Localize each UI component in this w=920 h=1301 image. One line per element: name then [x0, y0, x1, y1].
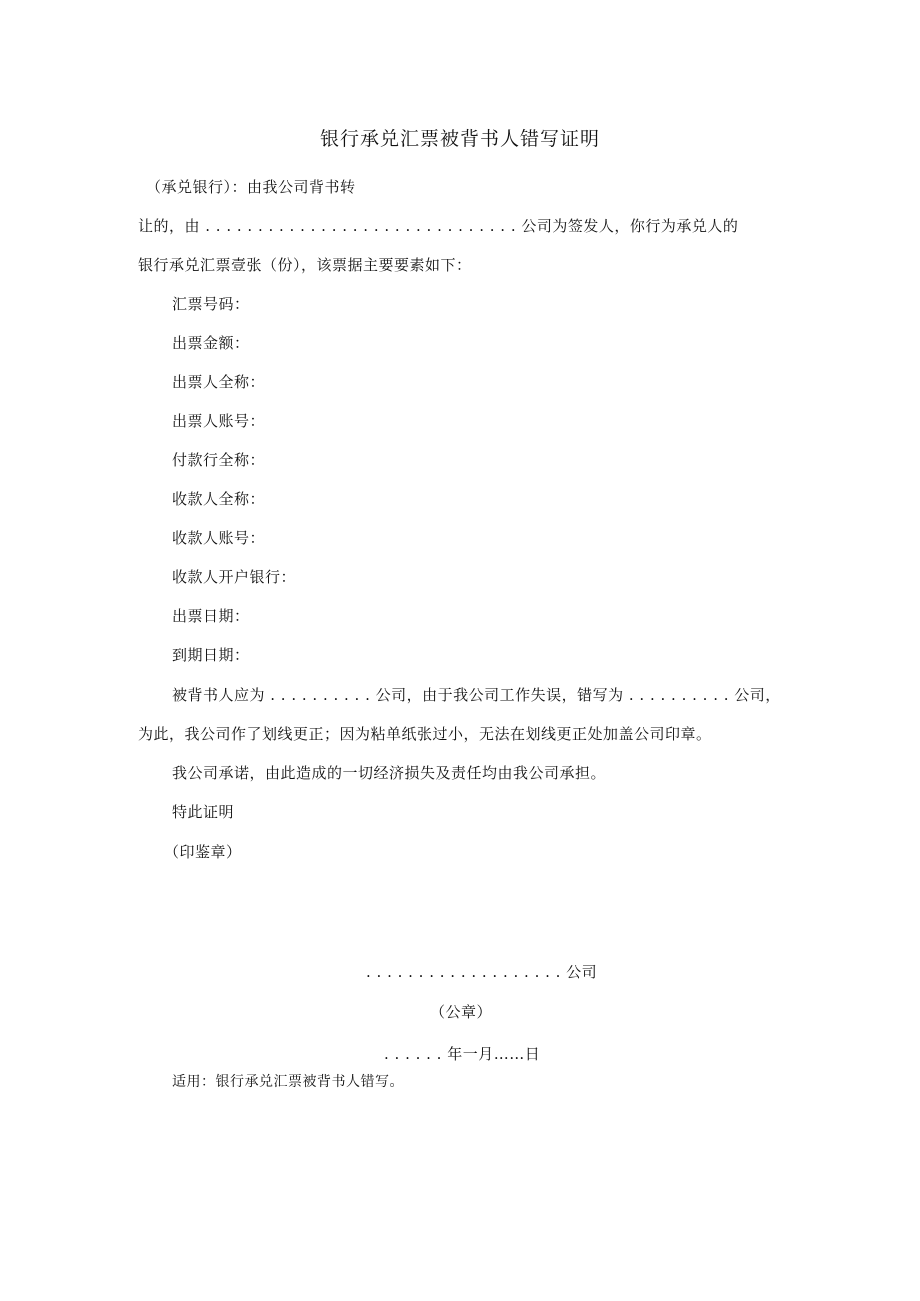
field-drawer-name: 出票人全称： — [172, 373, 266, 391]
field-draft-amount: 出票金额： — [172, 334, 250, 352]
intro-line-1: 让的，由 . . . . . . . . . . . . . . . . . . . . . . . . . . . . . . 公司为签发人，你行为承兑人的 — [138, 217, 739, 235]
field-payee-bank: 收款人开户银行： — [172, 568, 297, 586]
company-line: . . . . . . . . . . . . . . . . . . . 公司 — [366, 963, 598, 981]
certify-line: 特此证明 — [172, 803, 235, 821]
field-due-date: 到期日期： — [172, 646, 250, 664]
applicable-note: 适用：银行承兑汇票被背书人错写。 — [172, 1074, 404, 1090]
body-line-2: 为此，我公司作了划线更正；因为粘单纸张过小，无法在划线更正处加盖公司印章。 — [138, 725, 712, 743]
field-draft-number: 汇票号码： — [172, 295, 250, 313]
intro-line-2: 银行承兑汇票壹张（份），该票据主要要素如下： — [138, 256, 472, 274]
field-issue-date: 出票日期： — [172, 607, 250, 625]
field-drawer-account: 出票人账号： — [172, 412, 266, 430]
field-paying-bank: 付款行全称： — [172, 451, 266, 469]
addressee-line: （承兑银行）：由我公司背书转 — [146, 178, 356, 196]
field-payee-name: 收款人全称： — [172, 490, 266, 508]
date-line: . . . . . . 年一月……日 — [384, 1045, 541, 1063]
company-seal-label: （公章） — [430, 1003, 493, 1021]
seal-label: （印鉴章） — [164, 843, 242, 861]
body-line-1: 被背书人应为 . . . . . . . . . . 公司，由于我公司工作失误，错写为 . . . . . . . . . . 公司， — [172, 686, 781, 704]
document-title: 银行承兑汇票被背书人错写证明 — [319, 128, 600, 150]
promise-line: 我公司承诺，由此造成的一切经济损失及责任均由我公司承担。 — [172, 764, 607, 782]
field-payee-account: 收款人账号： — [172, 529, 266, 547]
